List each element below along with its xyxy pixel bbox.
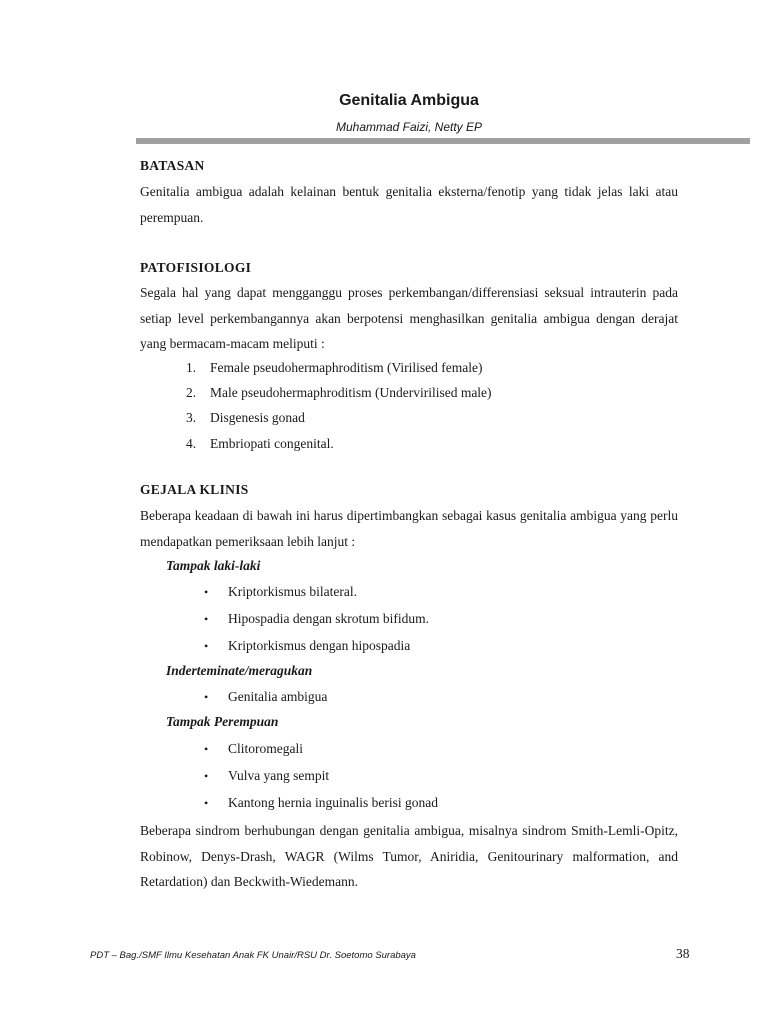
bullet-dot: • [204,742,209,756]
paragraph-patofisiologi: Segala hal yang dapat mengganggu proses perkembangan/differensiasi seksual intrauterin pada setiap level perkembangannya akan berpotensi menghasilkan genitalia ambigua dengan derajat yang bermacam-macam meliputi : [140,285,678,351]
list-text: Female pseudohermaphroditism (Virilised female) [210,360,483,375]
bullet-item [204,584,357,600]
bullet-text: Kantong hernia inguinalis berisi gonad [228,795,438,810]
list-number: 3. [186,410,197,425]
bullet-item [204,795,438,811]
paragraph-batasan: Genitalia ambigua adalah kelainan bentuk genitalia eksterna/fenotip yang tidak jelas laki atau perempuan. [140,184,678,225]
bullet-text: Kriptorkismus dengan hipospadia [228,638,411,653]
list-item [186,410,305,426]
list-text: Embriopati congenital. [210,436,334,451]
bullet-item [204,638,410,654]
subheading-inderteminate: Inderteminate/meragukan [166,663,313,678]
authors: Muhammad Faizi, Netty EP [335,120,483,134]
heading-patofisiologi: PATOFISIOLOGI [140,260,252,275]
subheading-tampak-laki-laki: Tampak laki-laki [166,558,261,573]
bullet-item [204,611,429,627]
bullet-dot: • [204,585,209,599]
list-number: 1. [186,360,197,375]
bullet-item [204,689,327,705]
bullet-dot: • [204,612,209,626]
heading-batasan: BATASAN [140,158,205,173]
paragraph-gejala-intro: Beberapa keadaan di bawah ini harus dipertimbangkan sebagai kasus genitalia ambigua yang perlu mendapatkan pemeriksaan lebih lanjut : [140,508,678,549]
page-title: Genitalia Ambigua [339,92,479,109]
bullet-dot: • [204,769,209,783]
list-item [186,360,483,376]
bullet-item [204,768,329,784]
bullet-item [204,741,303,757]
list-item [186,385,492,401]
page-number: 38 [676,946,690,961]
bullet-dot: • [204,690,209,704]
heading-gejala-klinis: GEJALA KLINIS [140,482,249,497]
bullet-dot: • [204,639,209,653]
bullet-text: Hipospadia dengan skrotum bifidum. [228,611,429,626]
bullet-dot: • [204,796,209,810]
list-number: 4. [186,436,197,451]
list-text: Disgenesis gonad [210,410,305,425]
paragraph-gejala-closing: Beberapa sindrom berhubungan dengan genitalia ambigua, misalnya sindrom Smith-Lemli-Opitz, Robinow, Denys-Drash, WAGR (Wilms Tumor, Aniridia, Genitourinary malformation, and Retardation) dan Beckwith-Wiedemann. [140,823,678,889]
list-text: Male pseudohermaphroditism (Undervirilised male) [210,385,492,400]
bullet-text: Genitalia ambigua [228,689,328,704]
list-number: 2. [186,385,197,400]
bullet-text: Kriptorkismus bilateral. [228,584,357,599]
header-rule [136,138,750,144]
bullet-text: Vulva yang sempit [228,768,330,783]
page-footer: PDT – Bag./SMF Ilmu Kesehatan Anak FK Unair/RSU Dr. Soetomo Surabaya [90,950,416,961]
bullet-text: Clitoromegali [228,741,303,756]
list-item [186,436,334,452]
subheading-tampak-perempuan: Tampak Perempuan [166,714,279,729]
